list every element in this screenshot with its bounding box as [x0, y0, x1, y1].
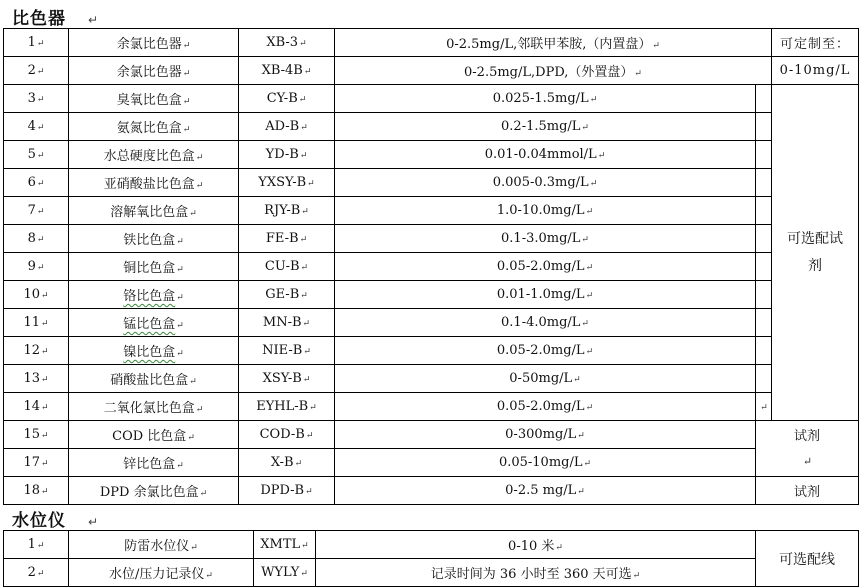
paragraph-mark-icon: ↵ [581, 235, 589, 245]
product-range: 0.05-2.0mg/L↵ [335, 337, 756, 365]
paragraph-mark-icon: ↵ [298, 95, 307, 105]
paragraph-mark-icon: ↵ [41, 431, 49, 441]
section-title-text: 比色器 [12, 9, 66, 29]
paragraph-mark-icon: ↵ [585, 403, 594, 413]
paragraph-mark-icon: ↵ [182, 125, 191, 135]
product-model: CY-B↵ [239, 85, 335, 113]
product-model: DPD-B↵ [239, 477, 335, 505]
paragraph-mark-icon: ↵ [36, 67, 45, 77]
paragraph-mark-icon: ↵ [41, 319, 49, 329]
paragraph-mark-icon: ↵ [299, 151, 308, 161]
table-row [4, 531, 859, 559]
row-number: 5↵ [4, 141, 69, 169]
product-range: 0-10 米↵ [316, 531, 756, 559]
product-range: 0-50mg/L↵ [335, 365, 756, 393]
product-model: MN-B↵ [239, 309, 335, 337]
product-model: YXSY-B↵ [239, 169, 335, 197]
paragraph-mark-icon: ↵ [573, 375, 581, 385]
paragraph-mark-icon: ↵ [36, 207, 45, 217]
product-name: 氨氮比色盒↵ [69, 113, 239, 141]
paragraph-mark-icon: ↵ [36, 263, 45, 273]
table-row [4, 281, 859, 309]
product-name: 亚硝酸盐比色盒↵ [69, 169, 239, 197]
spacer-cell [756, 85, 772, 113]
paragraph-mark-icon: ↵ [300, 123, 308, 133]
paragraph-mark-icon: ↵ [307, 179, 315, 189]
paragraph-mark-icon: ↵ [577, 431, 585, 441]
paragraph-mark-icon: ↵ [294, 459, 303, 469]
product-name: 余氯比色器↵ [69, 29, 239, 57]
paragraph-mark-icon: ↵ [36, 179, 45, 189]
product-name: COD 比色盒↵ [69, 421, 239, 449]
paragraph-mark-icon: ↵ [585, 207, 594, 217]
table-row [4, 253, 859, 281]
paragraph-mark-icon: ↵ [176, 349, 184, 359]
row-number: 6↵ [4, 169, 69, 197]
table-row [4, 57, 859, 85]
product-name: 防雷水位仪↵ [69, 531, 254, 559]
product-range: 0.005-0.3mg/L↵ [335, 169, 756, 197]
paragraph-mark-icon: ↵ [182, 41, 191, 51]
paragraph-mark-icon: ↵ [176, 237, 184, 247]
product-name: 镍比色盒↵ [69, 337, 239, 365]
section-title-water-level [12, 506, 99, 531]
reagent-note: 试剂 ↵ [756, 421, 859, 477]
paragraph-mark-icon: ↵ [802, 455, 813, 468]
paragraph-mark-icon: ↵ [303, 347, 311, 357]
table-row [4, 477, 859, 505]
row-number: 10↵ [4, 281, 69, 309]
row-number: 4↵ [4, 113, 69, 141]
product-range: 记录时间为 36 小时至 360 天可选↵ [316, 559, 756, 587]
product-name: 臭氧比色盒↵ [69, 85, 239, 113]
product-model: XMTL↵ [254, 531, 316, 559]
table-row [4, 559, 859, 587]
spacer-cell [756, 337, 772, 365]
product-model: X-B↵ [239, 449, 335, 477]
table-row [4, 169, 859, 197]
paragraph-mark-icon: ↵ [36, 151, 45, 161]
paragraph-mark-icon: ↵ [36, 39, 45, 49]
product-name: 水位/压力记录仪↵ [69, 559, 254, 587]
paragraph-mark-icon: ↵ [176, 321, 184, 331]
table-row [4, 449, 859, 477]
paragraph-mark-icon: ↵ [581, 123, 589, 133]
paragraph-mark-icon: ↵ [585, 347, 594, 357]
paragraph-mark-icon: ↵ [176, 461, 184, 471]
table-row [4, 365, 859, 393]
spacer-cell [756, 393, 772, 421]
customizable-note: 0-10mg/L [772, 57, 859, 85]
product-name: 水总硬度比色盒↵ [69, 141, 239, 169]
optional-cable-note: 可选配线 [756, 531, 859, 587]
paragraph-mark-icon: ↵ [88, 13, 100, 27]
product-range: 0.01-1.0mg/L↵ [335, 281, 756, 309]
product-model: XB-4B↵ [239, 57, 335, 85]
product-name: 溶解氧比色盒↵ [69, 197, 239, 225]
paragraph-mark-icon: ↵ [41, 403, 49, 413]
row-number: 15↵ [4, 421, 69, 449]
paragraph-mark-icon: ↵ [189, 377, 197, 387]
product-range: 0-2.5mg/L,DPD,（外置盘）↵ [335, 57, 772, 85]
section-title-text: 水位仪 [12, 511, 66, 531]
product-name: 铁比色盒↵ [69, 225, 239, 253]
paragraph-mark-icon: ↵ [589, 95, 598, 105]
spacer-cell [756, 365, 772, 393]
paragraph-mark-icon: ↵ [176, 293, 184, 303]
paragraph-mark-icon: ↵ [41, 487, 49, 497]
product-model: COD-B↵ [239, 421, 335, 449]
product-model: CU-B↵ [239, 253, 335, 281]
table-row [4, 309, 859, 337]
product-model: RJY-B↵ [239, 197, 335, 225]
spacer-cell [756, 141, 772, 169]
table-row [4, 29, 859, 57]
product-model: GE-B↵ [239, 281, 335, 309]
paragraph-mark-icon: ↵ [589, 179, 598, 189]
product-model: EYHL-B↵ [239, 393, 335, 421]
table-row [4, 113, 859, 141]
paragraph-mark-icon: ↵ [41, 347, 49, 357]
paragraph-mark-icon: ↵ [585, 291, 594, 301]
product-range: 0.1-4.0mg/L↵ [335, 309, 756, 337]
paragraph-mark-icon: ↵ [41, 375, 49, 385]
product-name: 余氯比色器↵ [69, 57, 239, 85]
optional-reagent-note: 可选配试 剂 [772, 85, 859, 421]
product-model: WYLY↵ [254, 559, 316, 587]
paragraph-mark-icon: ↵ [299, 39, 307, 49]
product-range: 0.01-0.04mmol/L↵ [335, 141, 756, 169]
paragraph-mark-icon: ↵ [189, 209, 197, 219]
product-model: YD-B↵ [239, 141, 335, 169]
row-number: 17↵ [4, 449, 69, 477]
spacer-cell [756, 225, 772, 253]
paragraph-mark-icon: ↵ [652, 41, 660, 51]
spacer-cell [756, 197, 772, 225]
product-model: AD-B↵ [239, 113, 335, 141]
paragraph-mark-icon: ↵ [36, 95, 45, 105]
paragraph-mark-icon: ↵ [302, 375, 311, 385]
product-range: 0.1-3.0mg/L↵ [335, 225, 756, 253]
product-model: XB-3↵ [239, 29, 335, 57]
spacer-cell [756, 253, 772, 281]
row-number: 1↵ [4, 29, 69, 57]
paragraph-mark-icon: ↵ [182, 69, 191, 79]
paragraph-mark-icon: ↵ [195, 405, 204, 415]
row-number: 18↵ [4, 477, 69, 505]
paragraph-mark-icon: ↵ [41, 459, 49, 469]
row-number: 14↵ [4, 393, 69, 421]
product-range: 0.05-10mg/L↵ [335, 449, 756, 477]
row-number: 2↵ [4, 559, 69, 587]
row-number: 1↵ [4, 531, 69, 559]
paragraph-mark-icon: ↵ [300, 291, 308, 301]
spacer-cell [756, 281, 772, 309]
paragraph-mark-icon: ↵ [195, 181, 204, 191]
row-number: 13↵ [4, 365, 69, 393]
row-number: 8↵ [4, 225, 69, 253]
paragraph-mark-icon: ↵ [187, 433, 195, 443]
paragraph-mark-icon: ↵ [299, 235, 308, 245]
product-range: 0-2.5 mg/L↵ [335, 477, 756, 505]
product-range: 0.05-2.0mg/L↵ [335, 253, 756, 281]
paragraph-mark-icon: ↵ [585, 263, 594, 273]
table-row [4, 225, 859, 253]
spacer-cell [756, 169, 772, 197]
product-model: NIE-B↵ [239, 337, 335, 365]
paragraph-mark-icon: ↵ [302, 319, 311, 329]
product-range: 0.025-1.5mg/L↵ [335, 85, 756, 113]
row-number: 2↵ [4, 57, 69, 85]
table-row [4, 141, 859, 169]
reagent-note: 试剂 [756, 477, 859, 505]
product-name: 二氧化氯比色盒↵ [69, 393, 239, 421]
table-row [4, 197, 859, 225]
table-row [4, 393, 859, 421]
water-level-table [3, 530, 859, 587]
row-number: 3↵ [4, 85, 69, 113]
product-name: 硝酸盐比色盒↵ [69, 365, 239, 393]
paragraph-mark-icon: ↵ [176, 265, 184, 275]
paragraph-mark-icon: ↵ [760, 403, 768, 413]
paragraph-mark-icon: ↵ [300, 263, 309, 273]
paragraph-mark-icon: ↵ [305, 431, 314, 441]
section-title-colorimeter [12, 4, 99, 29]
customizable-note: 可定制至： [772, 29, 859, 57]
product-model: XSY-B↵ [239, 365, 335, 393]
row-number: 12↵ [4, 337, 69, 365]
product-range: 0.2-1.5mg/L↵ [335, 113, 756, 141]
product-name: 铜比色盒↵ [69, 253, 239, 281]
paragraph-mark-icon: ↵ [199, 489, 208, 499]
product-range: 0.05-2.0mg/L↵ [335, 393, 756, 421]
product-name: 铬比色盒↵ [69, 281, 239, 309]
product-range: 0-300mg/L↵ [335, 421, 756, 449]
product-name: 锌比色盒↵ [69, 449, 239, 477]
paragraph-mark-icon: ↵ [36, 235, 45, 245]
table-row [4, 337, 859, 365]
row-number: 7↵ [4, 197, 69, 225]
row-number: 9↵ [4, 253, 69, 281]
paragraph-mark-icon: ↵ [583, 459, 592, 469]
paragraph-mark-icon: ↵ [634, 69, 642, 79]
paragraph-mark-icon: ↵ [195, 153, 204, 163]
paragraph-mark-icon: ↵ [303, 67, 312, 77]
paragraph-mark-icon: ↵ [577, 487, 585, 497]
spacer-cell [756, 113, 772, 141]
colorimeter-table [3, 28, 859, 505]
product-range: 0-2.5mg/L,邻联甲苯胺,（内置盘）↵ [335, 29, 772, 57]
spacer-cell [756, 309, 772, 337]
paragraph-mark-icon: ↵ [301, 207, 309, 217]
paragraph-mark-icon: ↵ [597, 151, 606, 161]
paragraph-mark-icon: ↵ [41, 291, 49, 301]
table-row [4, 85, 859, 113]
paragraph-mark-icon: ↵ [182, 97, 191, 107]
product-name: 锰比色盒↵ [69, 309, 239, 337]
product-range: 1.0-10.0mg/L↵ [335, 197, 756, 225]
product-model: FE-B↵ [239, 225, 335, 253]
paragraph-mark-icon: ↵ [309, 403, 317, 413]
paragraph-mark-icon: ↵ [305, 487, 313, 497]
paragraph-mark-icon: ↵ [88, 515, 100, 529]
product-name: DPD 余氯比色盒↵ [69, 477, 239, 505]
paragraph-mark-icon: ↵ [581, 319, 589, 329]
table-row [4, 421, 859, 449]
paragraph-mark-icon: ↵ [36, 123, 45, 133]
row-number: 11↵ [4, 309, 69, 337]
